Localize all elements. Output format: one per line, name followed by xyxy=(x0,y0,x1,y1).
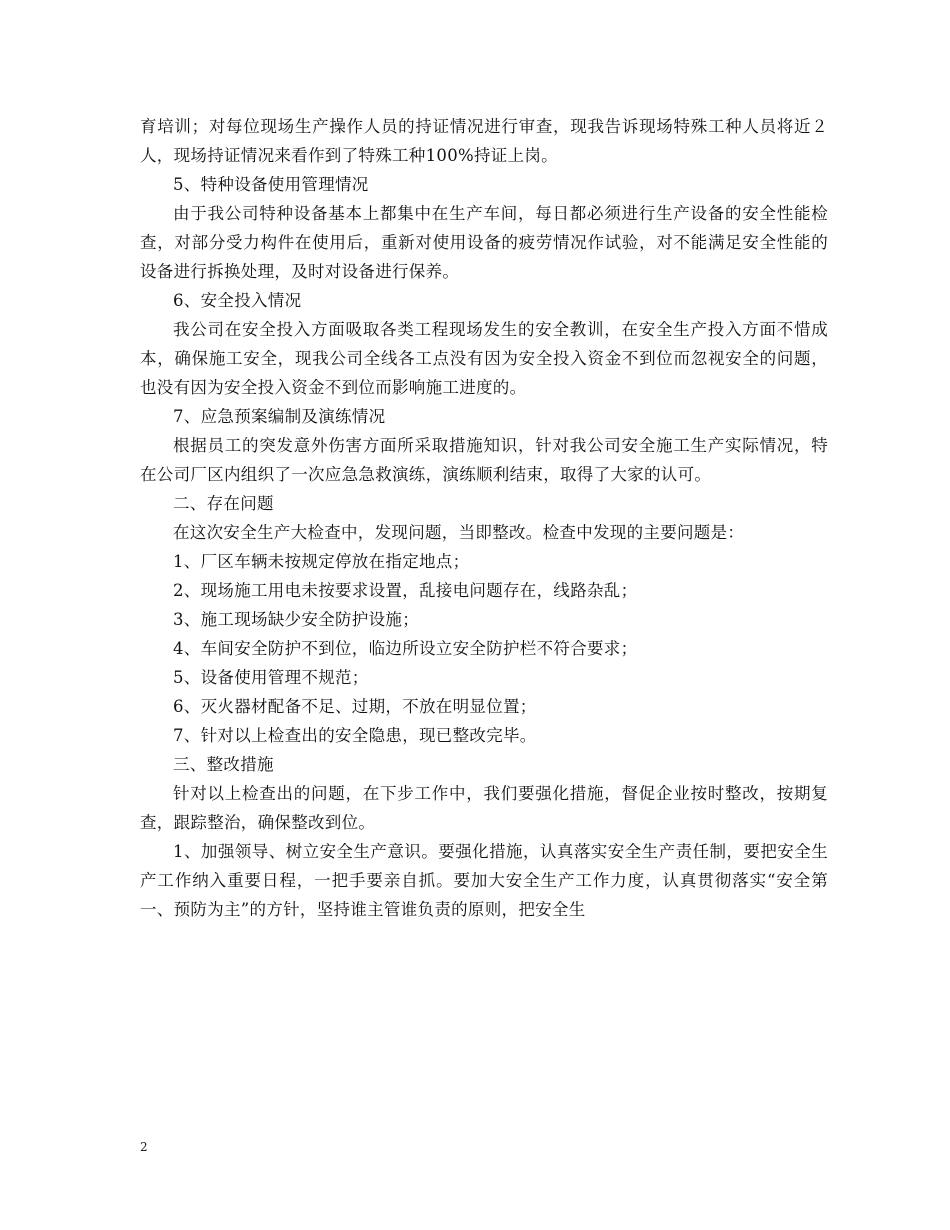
list-item-problem-2: 2、现场施工用电未按要求设置，乱接电问题存在，线路杂乱； xyxy=(173,581,638,600)
paragraph-problems-intro: 在这次安全生产大检查中，发现问题，当即整改。检查中发现的主要问题是： xyxy=(173,523,745,542)
heading-special-equipment: 5、特种设备使用管理情况 xyxy=(173,175,369,194)
paragraph-training-continuation: 育培训；对每位现场生产操作人员的持证情况进行审查，现我告诉现场特殊工种人员将近２人，现场持证情况来看作到了特殊工种100%持证上岗。 xyxy=(140,117,828,165)
heading-rectification-measures: 三、整改措施 xyxy=(173,755,274,774)
document-body xyxy=(140,112,828,924)
paragraph-emergency-plan: 根据员工的突发意外伤害方面所采取措施知识，针对我公司安全施工生产实际情况，特在公司厂区内组织了一次应急急救演练，演练顺利结束，取得了大家的认可。 xyxy=(140,436,828,484)
list-item-problem-1: 1、厂区车辆未按规定停放在指定地点； xyxy=(173,552,470,571)
paragraph-safety-investment: 我公司在安全投入方面吸取各类工程现场发生的安全教训，在安全生产投入方面不惜成本，确保施工安全，现我公司全线各工点没有因为安全投入资金不到位而忽视安全的问题，也没有因为安全投入资金不到位而影响施工进度的。 xyxy=(140,320,828,397)
page-number: 2 xyxy=(140,1140,148,1154)
paragraph-measure-1: 1、加强领导、树立安全生产意识。要强化措施，认真落实安全生产责任制，要把安全生产工作纳入重要日程，一把手要亲自抓。要加大安全生产工作力度，认真贯彻落实“安全第一、预防为主”的方针，坚持谁主管谁负责的原则，把安全生 xyxy=(140,842,828,919)
paragraph-special-equipment: 由于我公司特种设备基本上都集中在生产车间，每日都必须进行生产设备的安全性能检查，对部分受力构件在使用后，重新对使用设备的疲劳情况作试验，对不能满足安全性能的设备进行拆换处理，及时对设备进行保养。 xyxy=(140,204,828,281)
heading-emergency-plan: 7、应急预案编制及演练情况 xyxy=(173,407,386,426)
list-item-problem-5: 5、设备使用管理不规范； xyxy=(173,668,369,687)
list-item-problem-7: 7、针对以上检查出的安全隐患，现已整改完毕。 xyxy=(173,726,537,745)
heading-existing-problems: 二、存在问题 xyxy=(173,494,274,513)
list-item-problem-6: 6、灭火器材配备不足、过期，不放在明显位置； xyxy=(173,697,537,716)
list-item-problem-4: 4、车间安全防护不到位，临边所设立安全防护栏不符合要求； xyxy=(173,639,638,658)
heading-safety-investment: 6、安全投入情况 xyxy=(173,291,302,310)
paragraph-rectification-intro: 针对以上检查出的问题，在下步工作中，我们要强化措施，督促企业按时整改，按期复查，跟踪整治，确保整改到位。 xyxy=(140,784,828,832)
list-item-problem-3: 3、施工现场缺少安全防护设施； xyxy=(173,610,419,629)
